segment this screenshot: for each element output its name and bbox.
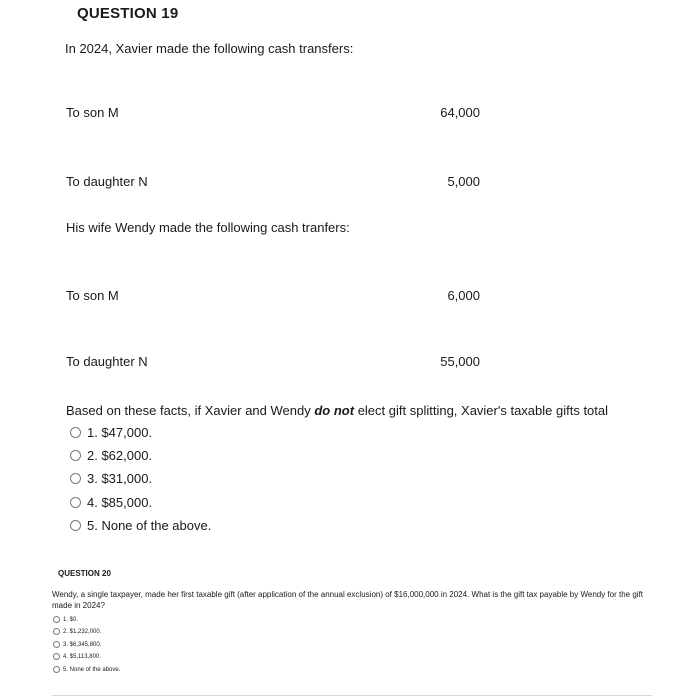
radio-button[interactable]: [53, 641, 60, 648]
wife-intro: His wife Wendy made the following cash tranfers:: [66, 220, 350, 235]
q20-text: Wendy, a single taxpayer, made her first taxable gift (after application of the annual exclusion) of $16,000,000 in 2024. What is the gift tax payable by Wendy for the gift made in 2024?: [52, 590, 644, 610]
radio-button[interactable]: [70, 450, 81, 461]
transfer-amount: 64,000: [440, 105, 480, 120]
option-label: 4. $5,113,800.: [63, 653, 101, 660]
radio-button[interactable]: [53, 628, 60, 635]
q19-option-4[interactable]: [70, 495, 152, 510]
q20-option-2[interactable]: [53, 628, 101, 635]
q19-question: [66, 403, 608, 418]
question-20-title: QUESTION 20: [58, 569, 111, 578]
divider: [52, 695, 652, 696]
q20-option-4[interactable]: [53, 653, 101, 660]
option-label: 5. None of the above.: [63, 666, 121, 673]
option-label: 4. $85,000.: [87, 495, 153, 510]
q19-option-5[interactable]: [70, 518, 211, 533]
option-label: 2. $1,232,000.: [63, 628, 102, 635]
q19-question-pre: Based on these facts, if Xavier and Wendy: [66, 403, 315, 418]
transfer-amount: 6,000: [447, 288, 480, 303]
q20-option-3[interactable]: [53, 641, 101, 648]
radio-button[interactable]: [70, 427, 81, 438]
option-label: 3. $31,000.: [87, 471, 153, 486]
radio-button[interactable]: [70, 473, 81, 484]
radio-button[interactable]: [53, 653, 60, 660]
option-label: 1. $0.: [63, 616, 79, 623]
option-label: 2. $62,000.: [87, 448, 153, 463]
question-19-title: QUESTION 19: [77, 5, 179, 22]
radio-button[interactable]: [53, 666, 60, 673]
q19-question-post: elect gift splitting, Xavier's taxable gifts total: [354, 403, 609, 418]
radio-button[interactable]: [70, 520, 81, 531]
q19-option-1[interactable]: [70, 425, 152, 440]
transfer-amount: 55,000: [440, 354, 480, 369]
radio-button[interactable]: [53, 616, 60, 623]
transfer-label: To daughter N: [66, 354, 148, 369]
q19-intro: In 2024, Xavier made the following cash transfers:: [65, 41, 354, 56]
q20-option-1[interactable]: [53, 616, 78, 623]
radio-button[interactable]: [70, 497, 81, 508]
q20-option-5[interactable]: [53, 666, 120, 673]
option-label: 5. None of the above.: [87, 518, 212, 533]
transfer-label: To son M: [66, 288, 119, 303]
transfer-label: To daughter N: [66, 174, 148, 189]
q19-question-emphasis: do not: [314, 403, 355, 418]
option-label: 1. $47,000.: [87, 425, 153, 440]
q19-option-3[interactable]: [70, 471, 152, 486]
transfer-label: To son M: [66, 105, 119, 120]
q19-option-2[interactable]: [70, 448, 152, 463]
option-label: 3. $6,345,800.: [63, 641, 102, 648]
transfer-amount: 5,000: [447, 174, 480, 189]
